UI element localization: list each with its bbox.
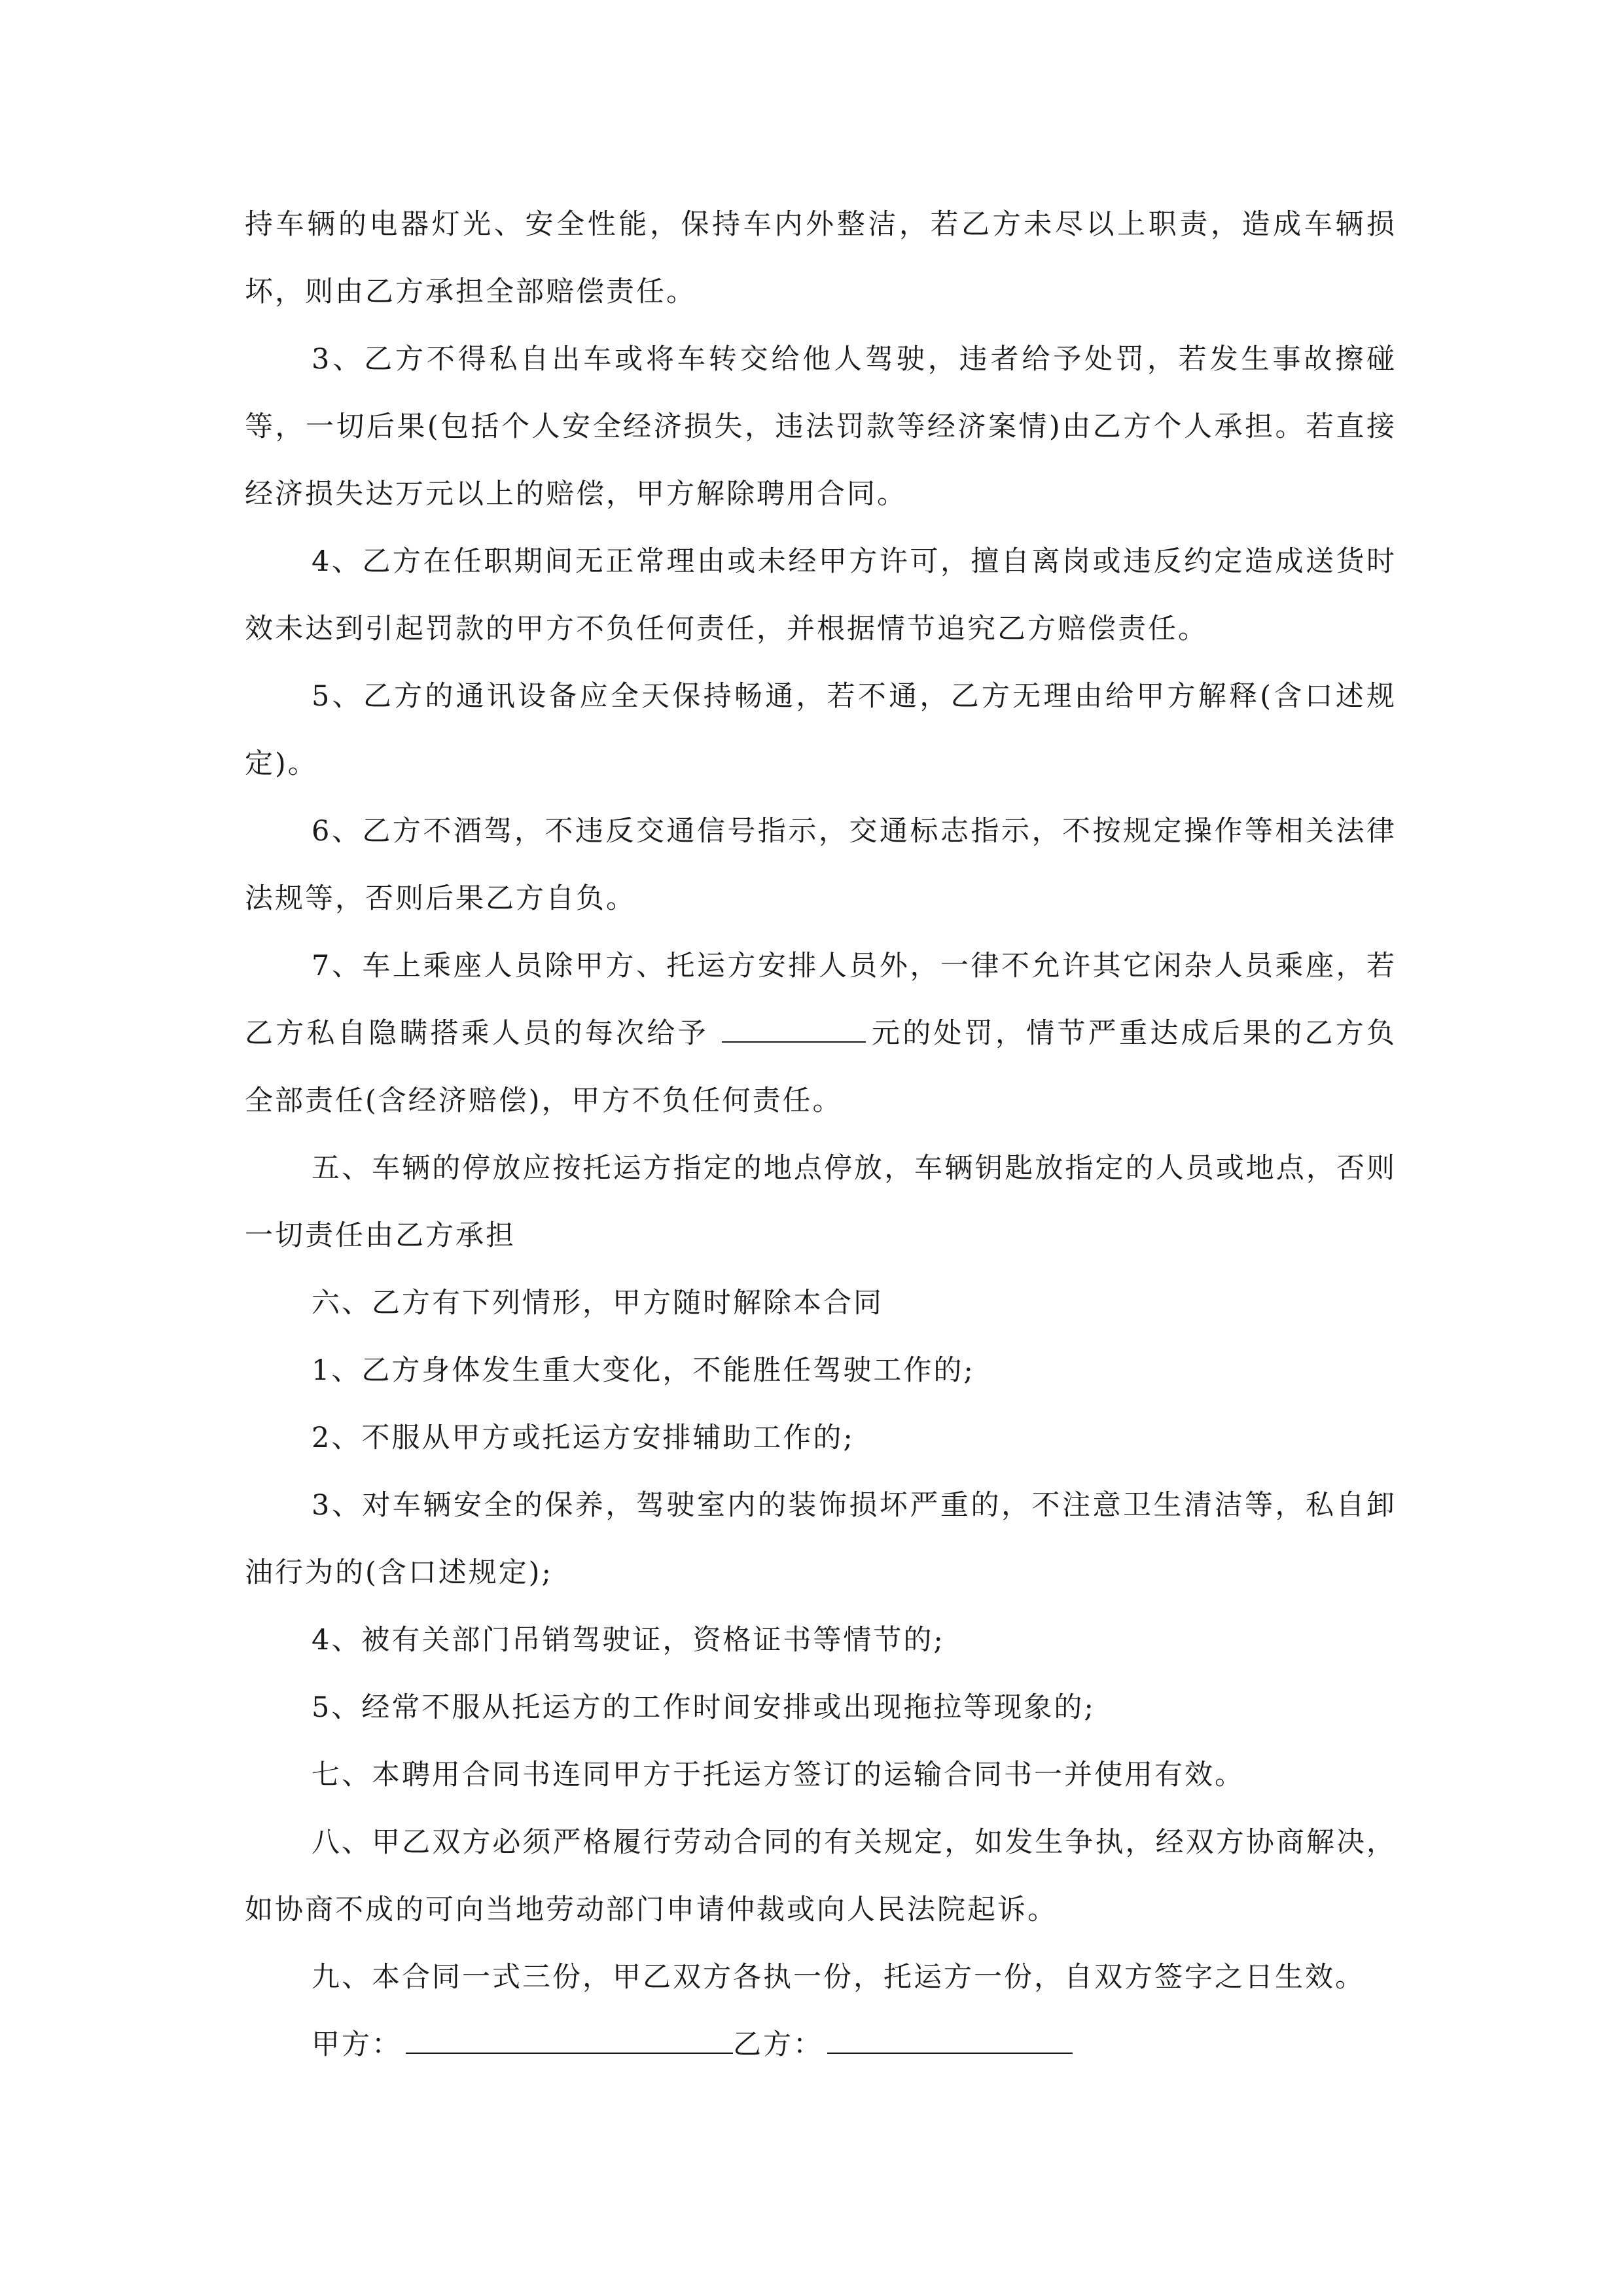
paragraph-clause-3: 3、乙方不得私自出车或将车转交给他人驾驶，违者给予处罚，若发生事故擦碰等，一切后果(包括个人安全经济损失，违法罚款等经济案情)由乙方个人承担。若直接经济损失达万元以上的赔偿，甲方解除聘用合同。 [245,343,1397,511]
party-a-label: 甲方： [312,2028,402,2061]
paragraph-section-7: 七、本聘用合同书连同甲方于托运方签订的运输合同书一并使用有效。 [312,1759,1245,1791]
penalty-amount-blank[interactable] [722,1019,866,1043]
document-page [245,191,1397,2079]
paragraph-clause-6: 6、乙方不酒驾，不违反交通信号指示，交通标志指示，不按规定操作等相关法律法规等，否则后果乙方自负。 [245,815,1397,915]
paragraph-termination-5: 5、经常不服从托运方的工作时间安排或出现拖拉等现象的; [312,1691,1096,1724]
paragraph-vehicle-maintenance: 持车辆的电器灯光、安全性能，保持车内外整洁，若乙方未尽以上职责，造成车辆损坏，则由乙方承担全部赔偿责任。 [245,208,1397,308]
paragraph-section-9: 九、本合同一式三份，甲乙双方各执一份，托运方一份，自双方签字之日生效。 [312,1961,1365,1994]
signature-line [245,2011,1397,2079]
party-a-signature-field[interactable] [406,2029,733,2054]
paragraph-section-6: 六、乙方有下列情形，甲方随时解除本合同 [312,1287,883,1319]
paragraph-section-5: 五、车辆的停放应按托运方指定的地点停放，车辆钥匙放指定的人员或地点，否则一切责任由乙方承担 [245,1152,1397,1252]
paragraph-section-8: 八、甲乙双方必须严格履行劳动合同的有关规定，如发生争执，经双方协商解决，如协商不成的可向当地劳动部门申请仲裁或向人民法院起诉。 [245,1826,1397,1926]
paragraph-clause-5: 5、乙方的通讯设备应全天保持畅通，若不通，乙方无理由给甲方解释(含口述规定)。 [245,680,1397,780]
party-b-signature-field[interactable] [827,2029,1073,2054]
paragraph-clause-4: 4、乙方在任职期间无正常理由或未经甲方许可，擅自离岗或违反约定造成送货时效未达到引起罚款的甲方不负任何责任，并根据情节追究乙方赔偿责任。 [245,545,1397,645]
paragraph-termination-2: 2、不服从甲方或托运方安排辅助工作的; [312,1422,855,1454]
paragraph-termination-1: 1、乙方身体发生重大变化，不能胜任驾驶工作的; [312,1354,975,1387]
paragraph-clause-7 [245,933,1397,1135]
paragraph-termination-3: 3、对车辆安全的保养，驾驶室内的装饰损坏严重的，不注意卫生清洁等，私自卸油行为的(含口述规定); [245,1489,1397,1589]
clause-7-text-before: 7、车上乘座人员除甲方、托运方安排人员外，一律不允许其它闲杂人员乘座，若乙方私自隐瞒搭乘人员的每次给予 [245,950,1397,1050]
party-b-label: 乙方： [733,2028,823,2061]
clause-7-text-after: 元的处罚，情节严重达成后果的乙方负全部责任(含经济赔偿)，甲方不负任何责任。 [245,1017,1397,1117]
paragraph-termination-4: 4、被有关部门吊销驾驶证，资格证书等情节的; [312,1624,945,1657]
